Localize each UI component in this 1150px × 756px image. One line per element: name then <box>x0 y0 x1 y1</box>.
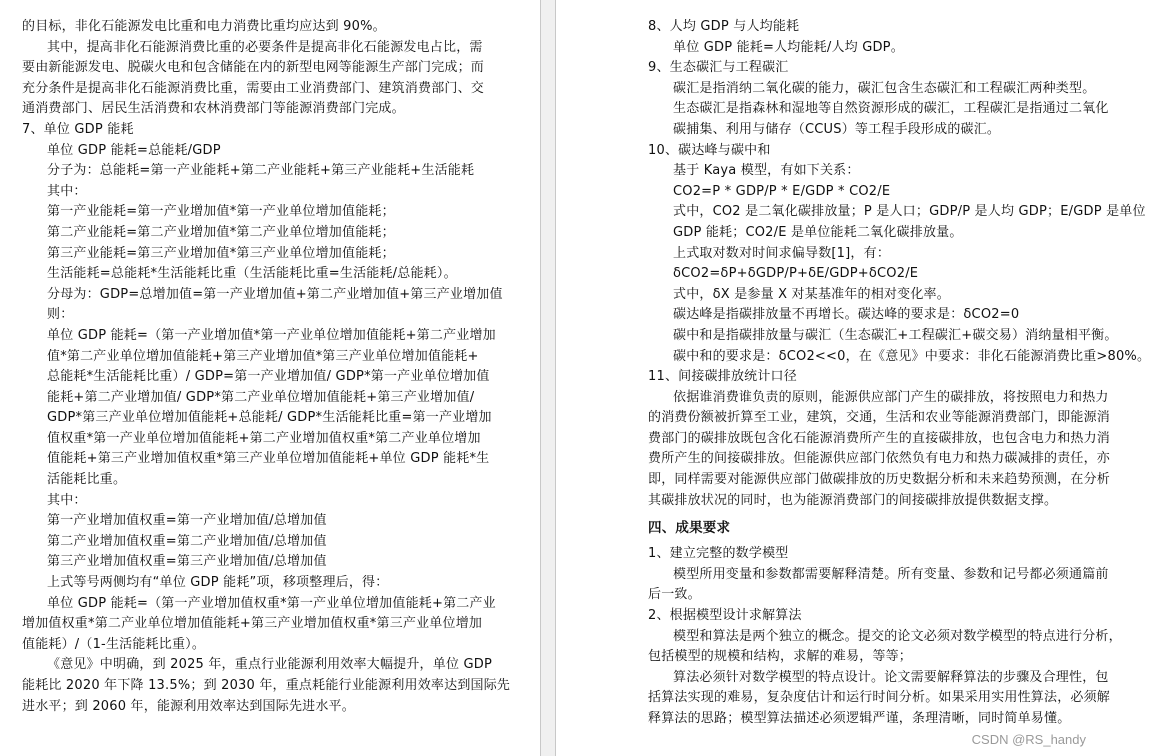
document-page-right <box>556 0 1150 756</box>
text-line: 7、单位 GDP 能耗 <box>22 121 134 137</box>
text-line: 《意见》中明确，到 2025 年，重点行业能源利用效率大幅提升，单位 GDP <box>47 657 493 673</box>
text-line: 能耗比 2020 年下降 13.5%；到 2030 年，重点耗能行业能源利用效率达到国际先 <box>22 678 511 693</box>
text-line: 单位 GDP 能耗=（第一产业增加值权重*第一产业单位增加值能耗+第二产业 <box>47 595 496 611</box>
text-line: 模型所用变量和参数都需要解释清楚。所有变量、参数和记号都必须通篇前 <box>673 566 1109 582</box>
text-line: 11、间接碳排放统计口径 <box>648 369 797 385</box>
text-line: 单位 GDP 能耗=人均能耗/人均 GDP。 <box>673 39 904 55</box>
text-line: 碳中和是指碳排放量与碳汇（生态碳汇+工程碳汇+碳交易）消纳量相平衡。 <box>673 327 1118 343</box>
text-line: 费部门的碳排放既包含化石能源消费所产生的直接碳排放，也包含电力和热力消 <box>648 430 1111 446</box>
text-line: 式中，δX 是参量 X 对某基准年的相对变化率。 <box>673 286 950 302</box>
text-line: 第三产业增加值权重=第三产业增加值/总增加值 <box>47 554 327 570</box>
text-line: 其中： <box>47 492 87 508</box>
text-line: 第一产业能耗=第一产业增加值*第一产业单位增加值能耗； <box>47 204 395 220</box>
text-line: 第二产业能耗=第二产业增加值*第二产业单位增加值能耗； <box>47 224 395 240</box>
text-line: 值*第二产业单位增加值能耗+第三产业增加值*第三产业单位增加值能耗+ <box>47 348 479 364</box>
document-page-left <box>0 0 540 756</box>
text-line: 算法必须针对数学模型的特点设计。论文需要解释算法的步骤及合理性，包 <box>673 669 1109 685</box>
text-line: 单位 GDP 能耗=（第一产业增加值*第一产业单位增加值能耗+第二产业增加 <box>47 327 496 343</box>
text-line: 10、碳达峰与碳中和 <box>648 142 771 158</box>
text-line: 9、生态碳汇与工程碳汇 <box>648 60 789 76</box>
section-heading: 四、成果要求 <box>648 520 731 537</box>
text-line: 充分条件是提高非化石能源消费比重，需要由工业消费部门、建筑消费部门、交 <box>22 80 485 96</box>
text-line: 的消费份额被折算至工业，建筑，交通，生活和农业等能源消费部门，即能源消 <box>648 410 1111 426</box>
text-line: δCO2=δP+δGDP/P+δE/GDP+δCO2/E <box>673 266 919 282</box>
text-line: 生态碳汇是指森林和湿地等自然资源形成的碳汇，工程碳汇是指通过二氧化 <box>673 101 1109 117</box>
text-line: 碳中和的要求是：δCO2<<0，在《意见》中要求：非化石能源消费比重>80%。 <box>673 348 1150 364</box>
text-line: 释算法的思路；模型算法描述必须逻辑严谨，条理清晰，同时简单易懂。 <box>648 711 1071 726</box>
text-line: 碳汇是指消纳二氧化碳的能力，碳汇包含生态碳汇和工程碳汇两种类型。 <box>673 80 1096 96</box>
text-line: 其碳排放状况的同时，也为能源消费部门的间接碳排放提供数据支撑。 <box>648 492 1058 508</box>
text-line: 活能耗比重。 <box>47 472 127 488</box>
text-line: 后一致。 <box>648 587 701 603</box>
text-line: 的目标，非化石能源发电比重和电力消费比重均应达到 90%。 <box>22 19 386 34</box>
text-line: 单位 GDP 能耗=总能耗/GDP <box>47 142 221 158</box>
text-line: CO2=P * GDP/P * E/GDP * CO2/E <box>673 183 891 199</box>
text-line: 2、根据模型设计求解算法 <box>648 608 802 624</box>
text-line: 1、建立完整的数学模型 <box>648 546 789 562</box>
text-line: 括算法实现的难易，复杂度估计和运行时间分析。如果采用实用性算法，必须解 <box>648 690 1111 706</box>
text-line: 8、人均 GDP 与人均能耗 <box>648 19 800 34</box>
text-line: 第二产业增加值权重=第二产业增加值/总增加值 <box>47 533 327 549</box>
text-line: GDP 能耗；CO2/E 是单位能耗二氧化碳排放量。 <box>673 224 963 240</box>
text-line: 总能耗*生活能耗比重）/ GDP=第一产业增加值/ GDP*第一产业单位增加值 <box>47 369 490 385</box>
text-line: 第三产业能耗=第三产业增加值*第三产业单位增加值能耗； <box>47 245 395 261</box>
text-line: 则： <box>47 307 74 323</box>
page-gutter <box>540 0 556 756</box>
text-line: 基于 Kaya 模型，有如下关系： <box>673 163 860 179</box>
text-line: GDP*第三产业单位增加值能耗+总能耗/ GDP*生活能耗比重=第一产业增加 <box>47 410 492 426</box>
text-line: 包括模型的规模和结构，求解的难易，等等； <box>648 649 913 665</box>
text-line: 费所产生的间接碳排放。但能源供应部门依然负有电力和热力碳减排的责任，亦 <box>648 451 1111 467</box>
text-line: 要由新能源发电、脱碳火电和包含储能在内的新型电网等能源生产部门完成；而 <box>22 60 485 76</box>
watermark: CSDN @RS_handy <box>971 732 1086 747</box>
text-line: 通消费部门、居民生活消费和农林消费部门等能源消费部门完成。 <box>22 101 405 117</box>
text-line: 值能耗+第三产业增加值权重*第三产业单位增加值能耗+单位 GDP 能耗*生 <box>47 451 490 467</box>
text-line: 生活能耗=总能耗*生活能耗比重（生活能耗比重=生活能耗/总能耗）。 <box>47 266 457 282</box>
text-line: 依据谁消费谁负责的原则，能源供应部门产生的碳排放，将按照电力和热力 <box>673 389 1109 405</box>
text-line: 增加值权重*第二产业单位增加值能耗+第三产业增加值权重*第三产业单位增加 <box>22 616 483 632</box>
text-line: 分子为：总能耗=第一产业能耗+第二产业能耗+第三产业能耗+生活能耗 <box>47 163 475 179</box>
text-line: 第一产业增加值权重=第一产业增加值/总增加值 <box>47 513 327 529</box>
page-text-right <box>648 17 1150 730</box>
text-line: 上式取对数对时间求偏导数[1]，有： <box>673 245 891 261</box>
text-line: 进水平；到 2060 年，能源利用效率达到国际先进水平。 <box>22 698 355 714</box>
text-line: 碳捕集、利用与储存（CCUS）等工程手段形成的碳汇。 <box>673 121 1001 137</box>
text-line: 碳达峰是指碳排放量不再增长。碳达峰的要求是：δCO2=0 <box>673 307 1020 323</box>
text-line: 上式等号两侧均有“单位 GDP 能耗”项，移项整理后，得： <box>47 575 389 591</box>
text-line: 其中： <box>47 183 87 199</box>
text-line: 模型和算法是两个独立的概念。提交的论文必须对数学模型的特点进行分析， <box>673 628 1122 644</box>
text-line: 其中，提高非化石能源消费比重的必要条件是提高非化石能源发电占比，需 <box>47 39 483 55</box>
text-line: 即，同样需要对能源供应部门做碳排放的历史数据分析和未来趋势预测，在分析 <box>648 472 1111 488</box>
text-line: 值权重*第一产业单位增加值能耗+第二产业增加值权重*第二产业单位增加 <box>47 430 481 446</box>
text-line: 能耗+第二产业增加值/ GDP*第二产业单位增加值能耗+第三产业增加值/ <box>47 389 475 405</box>
text-line: 分母为：GDP=总增加值=第一产业增加值+第二产业增加值+第三产业增加值 <box>47 286 503 302</box>
page-text-left <box>22 17 510 717</box>
text-line: 式中，CO2 是二氧化碳排放量；P 是人口；GDP/P 是人均 GDP；E/GDP 是单位 <box>673 204 1146 220</box>
text-line: 值能耗）/（1-生活能耗比重）。 <box>22 636 206 652</box>
